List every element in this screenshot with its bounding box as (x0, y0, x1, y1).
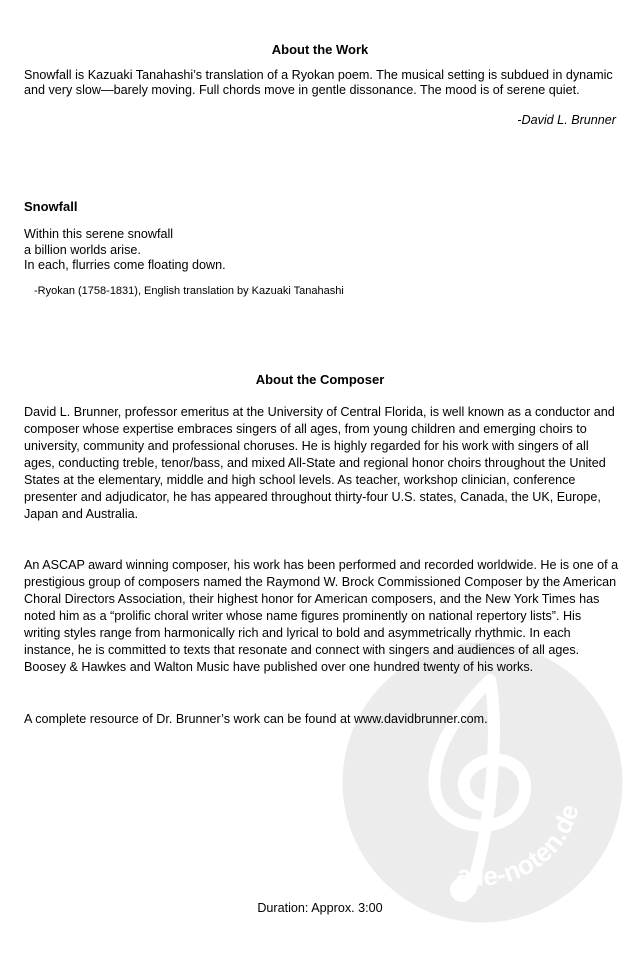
watermark-logo (340, 640, 625, 925)
poem-line: a billion worlds arise. (24, 242, 141, 257)
treble-clef-icon (340, 640, 625, 925)
about-work-heading: About the Work (271, 42, 369, 57)
poem-text (24, 227, 226, 274)
poem-credit: -Ryokan (1758-1831), English translation by Kazuaki Tanahashi (34, 285, 344, 297)
poem-line: In each, flurries come floating down. (24, 258, 226, 272)
poem-line: Within this serene snowfall (24, 227, 174, 241)
watermark-text: alle-noten.de (454, 800, 585, 892)
composer-paragraph: A complete resource of Dr. Brunner’s work can be found at www.davidbrunner.com. (24, 712, 488, 726)
about-work-text: Snowfall is Kazuaki Tanahashi’s translation of a Ryokan poem. The musical setting is subdued in dynamic and very slow—barely moving. Full chords move in gentle dissonance. The mood is of serene quiet. (24, 68, 613, 97)
about-work-attribution: -David L. Brunner (517, 113, 616, 127)
duration-text: Duration: Approx. 3:00 (257, 901, 383, 915)
composer-paragraph: An ASCAP award winning composer, his work has been performed and recorded worldwide. He is one of a prestigious group of composers named the Raymond W. Brock Commissioned Composer by the American Choral Directors Association, their highest honor for American composers, and the New York Times has noted him as a “prolific choral writer whose name figures prominently on national repertory lists”. His writing styles range from harmonically rich and lyrical to bold and asymmetrically rhythmic. In each instance, he is committed to texts that resonate and connect with singers and audiences of all ages. Boosey & Hawkes and Walton Music have published over one hundred twenty of his works. (24, 558, 619, 674)
about-composer-heading: About the Composer (255, 372, 385, 387)
composer-paragraph: David L. Brunner, professor emeritus at the University of Central Florida, is well known as a conductor and composer whose expertise embraces singers of all ages, from young children and emerging choirs to university, community and professional choruses. He is highly regarded for his work with singers of all ages, conducting treble, tenor/bass, and mixed All-State and regional honor choirs throughout the United States at the elementary, middle and high school levels. As teacher, workshop clinician, conference presenter and adjudicator, he has appeared throughout thirty-four U.S. states, Canada, the UK, Europe, Japan and Australia. (24, 405, 615, 521)
poem-title: Snowfall (24, 199, 78, 214)
